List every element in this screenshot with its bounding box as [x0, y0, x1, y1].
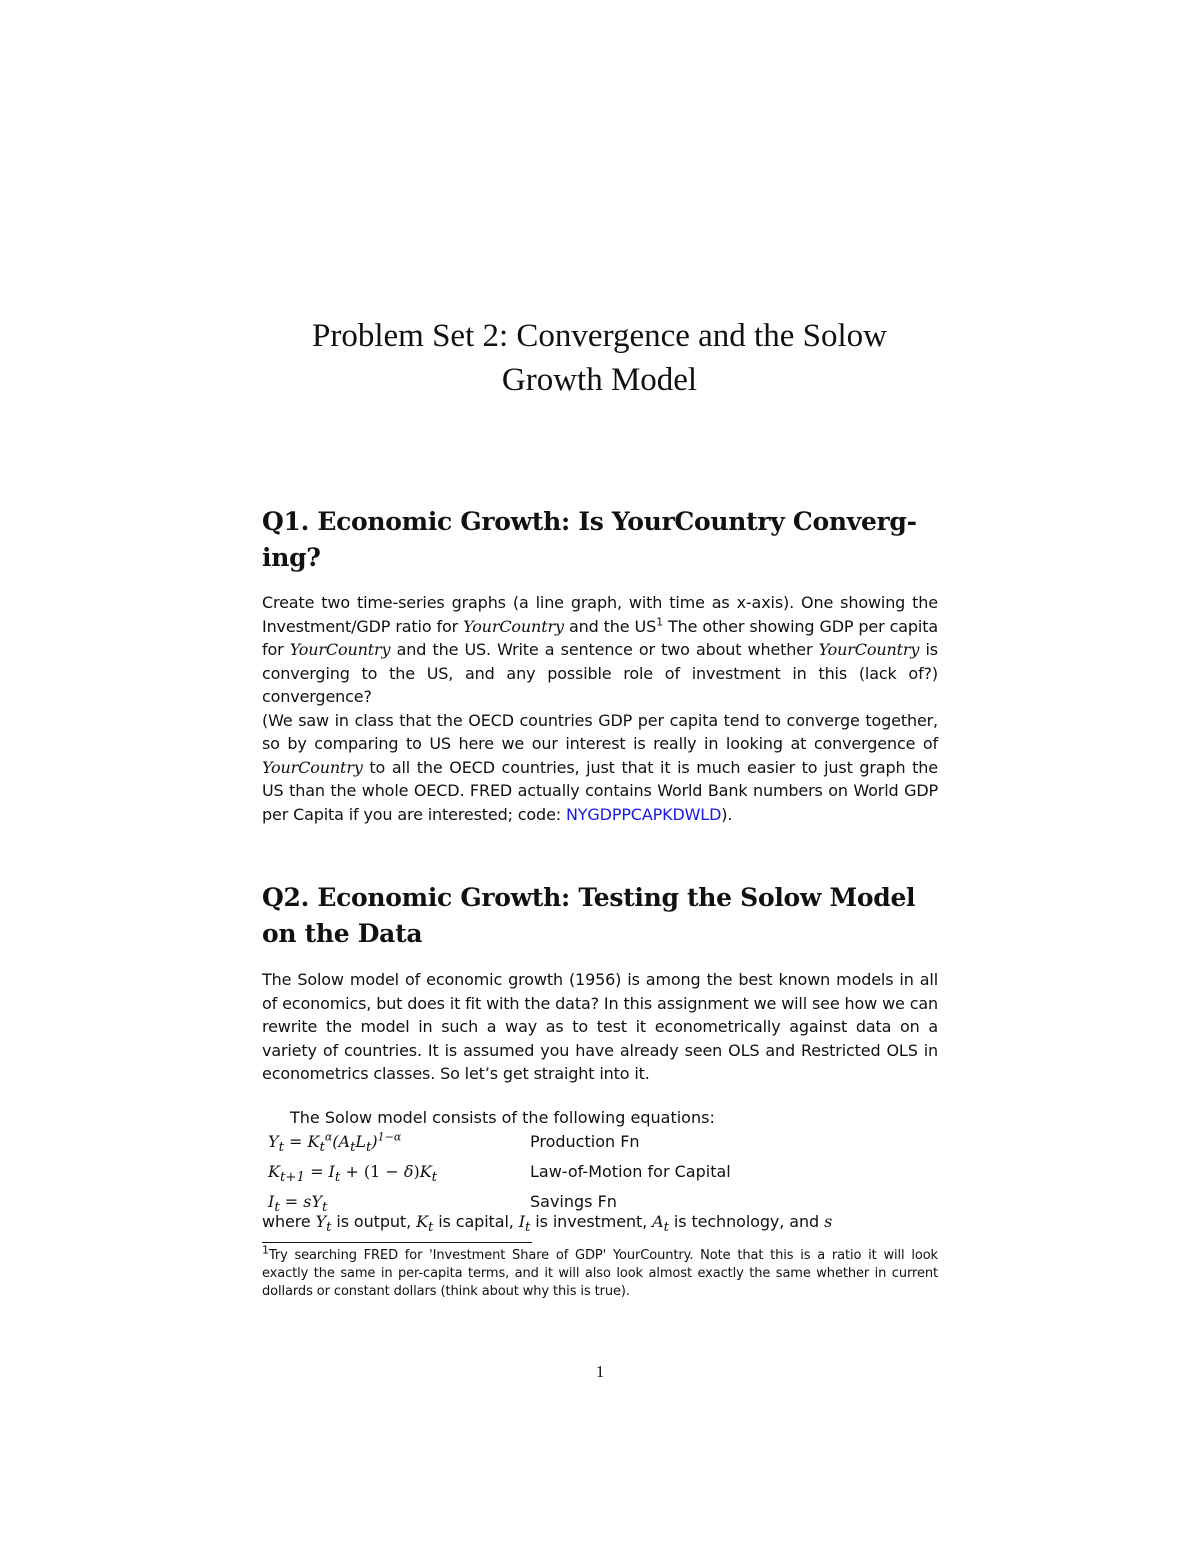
footnote-text: Try searching FRED for 'Investment Share of GDP' YourCountry. Note that this is a ratio it will look exactly the same in per-capita terms, and it will also look almost exactly the same whether in current dollards or constant dollars (think about why this is true). — [262, 1248, 938, 1299]
equations-intro: The Solow model consists of the following equations: — [290, 1108, 715, 1127]
footnote-marker[interactable]: 1 — [656, 615, 663, 629]
footnote-number: 1 — [262, 1243, 269, 1257]
capital-equation: $K_{t+1} = I_t + (1 - \delta)K_t$ — [268, 1162, 438, 1186]
production-equation: $Y_t = K_t^\alpha(A_tL_t)^{1-\alpha}$ — [268, 1130, 402, 1156]
equation-row — [268, 1160, 731, 1190]
page-title — [262, 314, 937, 402]
savings-equation: $I_t = sY_t$ — [268, 1192, 328, 1216]
q2-body — [262, 968, 938, 1086]
variable-definitions: where $Y_t$ is output, $K_t$ is capital, $I_t$ is investment, $A_t$ is technology, and s — [262, 1212, 833, 1236]
q1-heading-line-2: ing? — [262, 543, 321, 572]
equation-label: Production Fn — [530, 1132, 640, 1151]
q1-paragraph-2: (We saw in class that the OECD countries GDP per capita tend to converge together, so by comparing to US here we our interest is really in looking at convergence of YourCountry to all the OECD countries, just that it is much easier to just graph the US than the whole OECD. FRED actually contains World Bank numbers on World GDP per Capita if you are interested; code: NYGDPPCAPKDWLD). — [262, 710, 938, 824]
equation-label: Law-of-Motion for Capital — [530, 1162, 731, 1182]
footnote — [262, 1243, 938, 1301]
q2-paragraph-1: The Solow model of economic growth (1956) is among the best known models in all of economics, but does it fit with the data? In this assignment we will see how we can rewrite the model in such a way as to test it econometrically against data on a variety of countries. It is assumed you have already seen OLS and Restricted OLS in econometrics classes. So let’s get straight into it. — [262, 970, 938, 1083]
q2-heading-line-1: Q2. Economic Growth: Testing the Solow Model — [262, 883, 916, 912]
q1-heading — [262, 504, 942, 576]
solow-equations — [268, 1130, 731, 1221]
title-line-1: Problem Set 2: Convergence and the Solow — [312, 318, 887, 354]
q2-heading — [262, 880, 942, 952]
footnote-divider — [262, 1242, 532, 1243]
q1-heading-line-1: Q1. Economic Growth: Is YourCountry Converg- — [262, 507, 917, 536]
title-line-2: Growth Model — [501, 362, 698, 398]
equation-row — [268, 1130, 731, 1160]
fred-code-link[interactable]: NYGDPPCAPKDWLD — [565, 804, 722, 824]
q1-paragraph-1: Create two time-series graphs (a line graph, with time as x-axis). One showing the Investment/GDP ratio for YourCountry and the $US^1$ The other showing GDP per capita for YourCountry and the US. Write a sentence or two about whether YourCountry is converging to the US, and any possible role of investment in this (lack of?) convergence? — [262, 593, 938, 706]
q2-heading-line-2: on the Data — [262, 919, 423, 948]
equation-label: Savings Fn — [530, 1192, 617, 1212]
page-number: 1 — [595, 1362, 605, 1381]
q1-body — [262, 591, 938, 826]
